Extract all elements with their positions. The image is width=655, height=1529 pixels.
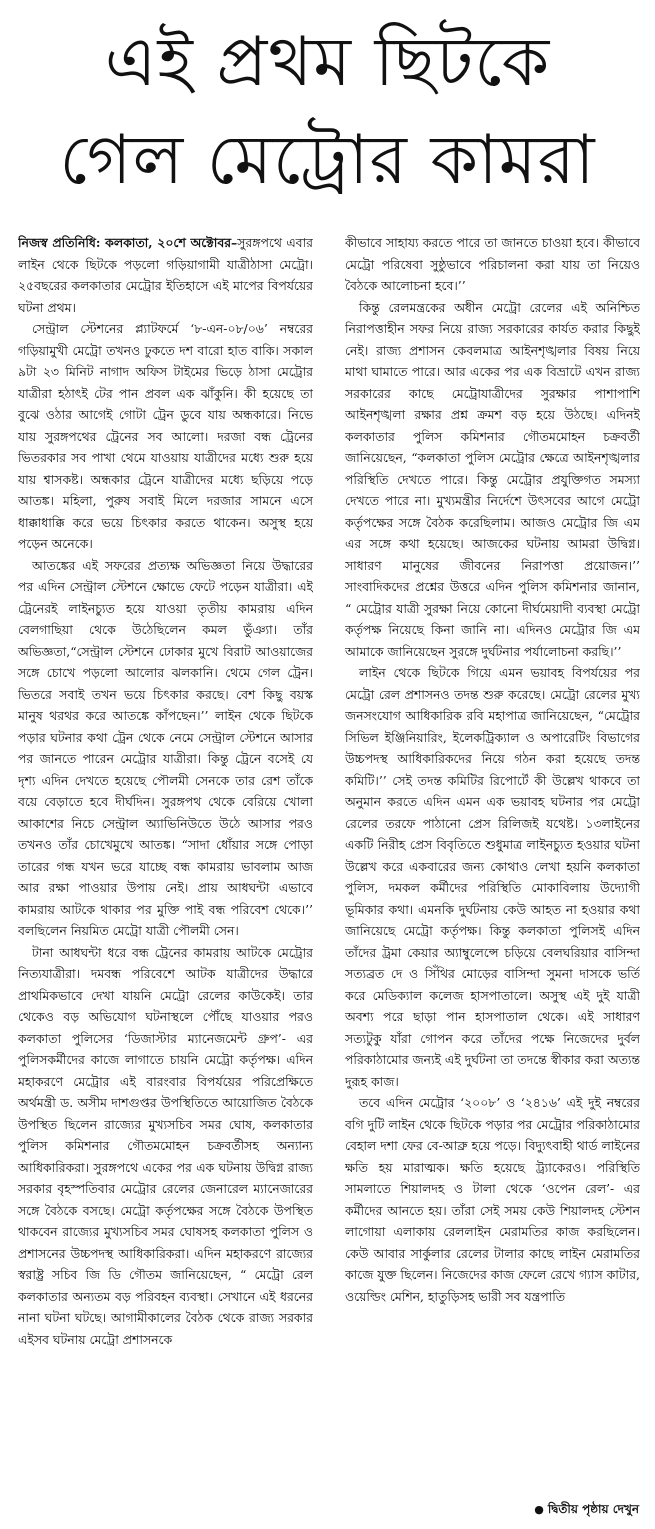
article-body [18,232,640,1522]
dateline: নিজস্ব প্রতিনিধি: কলকাতা, ২০শে অক্টোবর– [18,235,238,250]
article-paragraph: লাইন থেকে ছিটকে গিয়ে এমন ভয়াবহ বিপর্যয়ের পর মেট্রো রেল প্রশাসনও তদন্ত শুরু করেছে। মেট্রো রেলের মুখ্য জনসংযোগ আধিকারিক রবি মহাপাত্র জানিয়েছেন, “মেট্রোর সিভিল ইঞ্জিনিয়ারিং, ইলেকট্রিক্যাল ও অপারেটিং বিভাগের উচ্চপদস্থ আধিকারিকদের নিয়ে গঠন করা হয়েছে তদন্ত কমিটি।’’ সেই তদন্ত কমিটির রিপোর্টে কী উল্লেখ থাকবে তা অনুমান করতে এদিন এমন এক ভয়াবহ ঘটনার পর মেট্রো রেলের তরফে পাঠানো প্রেস রিলিজই যথেষ্ট। ১৩লাইনের একটি নিরীহ প্রেস বিবৃতিতে শুধুমাত্র লাইনচ্যুত হওয়ার ঘটনা উল্লেখ করে একবারের জন্য কোথাও লেখা হয়নি কলকাতা পুলিস, দমকল কর্মীদের পরিস্থিতি মোকাবিলায় উদ্যোগী ভূমিকার কথা। এমনকি দুর্ঘটনায় কেউ আহত না হওয়ার কথা জানিয়েছে মেট্রো কর্তৃপক্ষ। কিন্তু কলকাতা পুলিসই এদিন তাঁদের ট্রমা কেয়ার অ্যাম্বুলেন্সে চড়িয়ে বেলঘরিয়ার বাসিন্দা সত্যব্রত দে ও সিঁথির মোড়ের বাসিন্দা সুমনা দাসকে ভর্তি করে মেডিক্যাল কলেজ হাসপাতালে। অসুস্থ এই দুই যাত্রী অবশ্য পরে ছাড়া পান হাসপাতাল থেকে। এই সাধারণ সত্যটুকু যাঁরা গোপন করে তাঁদের পক্ষে নিজেদের দুর্বল পরিকাঠামোর জন্যই এই দুর্ঘটনা তা তদন্তে স্বীকার করা অত্যন্ত দুরূহ কাজ। [345,665,640,1089]
continued-jump-line [534,1501,639,1521]
headline-line-1: এই প্রথম ছিটকে [104,23,551,102]
bullet-icon: ● [534,1503,544,1516]
article-paragraph: কীভাবে সাহায্য করতে পারে তা জানতে চাওয়া হবে। কীভাবে মেট্রো পরিষেবা সুষ্ঠুভাবে পরিচালনা করা যায় তা নিয়েও বৈঠকে আলোচনা হবে।’’ [345,235,640,293]
paragraph-text: সুরঙ্গপথে এবার লাইন থেকে ছিটকে পড়লো গড়িয়াগামী যাত্রীঠাসা মেট্রো। ২৫বছরের কলকাতার মেট্রোর ইতিহাসে এই মাপের বিপর্যয়ের ঘটনা প্রথম। [18,235,313,315]
headline-line-2: গেল মেট্রোর কামরা [59,121,596,200]
article-paragraph: কিন্তু রেলমন্ত্রকের অধীন মেট্রো রেলের এই অনিশ্চিত নিরাপত্তাহীন সফর নিয়ে রাজ্য সরকারের কার্যত করার কিছুই নেই। রাজ্য প্রশাসন কেবলমাত্র আইনশৃঙ্খলার বিষয় নিয়ে মাথা ঘামাতে পারে। আর একের পর এক বিভ্রাটে এখন রাজ্য সরকারের কাছে মেট্রোযাত্রীদের সুরক্ষার পাশাপাশি আইনশৃঙ্খলা রক্ষার প্রশ্ন ক্রমশ বড় হয়ে উঠছে। এদিনই কলকাতার পুলিস কমিশনার গৌতমমোহন চক্রবর্তী জানিয়েছেন, “কলকাতা পুলিস মেট্রোর ক্ষেত্রে আইনশৃঙ্খলার পরিস্থিতি দেখতে পারে। কিন্তু মেট্রোর প্রযুক্তিগত সমস্যা দেখতে পারে না। মুখ্যমন্ত্রীর নির্দেশে উৎসবের আগে মেট্রো কর্তৃপক্ষের সঙ্গে বৈঠক করেছিলাম। আজও মেট্রোর জি এম এর সঙ্গে কথা হয়েছে। আজকের ঘটনায় আমরা উদ্বিগ্ন। সাধারণ মানুষের জীবনের নিরাপত্তা প্রয়োজন।’’ সাংবাদিকদের প্রশ্নের উত্তরে এদিন পুলিস কমিশনার জানান, “ মেট্রোর যাত্রী সুরক্ষা নিয়ে কোনো দীর্ঘমেয়াদী ব্যবস্থা মেট্রো কর্তৃপক্ষ নিয়েছে কিনা জানি না। এদিনও মেট্রোর জি এম আমাকে জানিয়েছেন সুরঙ্গে দুর্ঘটনার পর্যালোচনা করছি।’’ [345,299,640,659]
article-paragraph: টানা আধঘন্টা ধরে বন্ধ ট্রেনের কামরায় আটকে মেট্রোর নিত্যযাত্রীরা। দমবন্ধ পরিবেশে আটক যাত্রীদের উদ্ধারে প্রাথমিকভাবে দেখা যায়নি মেট্রো রেলের কাউকেই। তার থেকেও বড় অভিযোগ ঘটনাস্থলে পৌঁছে যাওয়ার পরও কলকাতা পুলিসের ‘ডিজাস্টার ম্যানেজমেন্ট গ্রুপ’- এর পুলিসকর্মীদের কাজে লাগাতে চায়নি মেট্রো কর্তৃপক্ষ। এদিন মহাকরণে মেট্রোর এই বারংবার বিপর্যয়ের পরিপ্রেক্ষিতে অর্থমন্ত্রী ড. অসীম দাশগুপ্তর উপস্থিতিতে আয়োজিত বৈঠকে উপস্থিত ছিলেন রাজ্যের মুখ্যসচিব সমর ঘোষ, কলকাতার পুলিস কমিশনার গৌতমমোহন চক্রবর্তীসহ অন্যান্য আধিকারিকরা। সুরঙ্গপথে একের পর এক ঘটনায় উদ্বিগ্ন রাজ্য সরকার বৃহস্পতিবার মেট্রোর রেলের জেনারেল ম্যানেজারের সঙ্গে বৈঠকে বসছে। মেট্রো কর্তৃপক্ষের সঙ্গে বৈঠকে উপস্থিত থাকবেন রাজ্যের মুখ্যসচিব সমর ঘোষসহ কলকাতা পুলিস ও প্রশাসনের উচ্চপদস্থ আধিকারিকরা। এদিন মহাকরণে রাজ্যের স্বরাষ্ট্র সচিব জি ডি গৌতম জানিয়েছেন, “ মেট্রো রেল কলকাতার অন্যতম বড় পরিবহন ব্যবস্থা। সেখানে এই ধরনের নানা ঘটনা ঘটছে। আগামীকালের বৈঠক থেকে রাজ্য সরকার এইসব ঘটনায় মেট্রো প্রশাসনকে [18,944,313,1347]
article-paragraph: সেন্ট্রাল স্টেশনের প্ল্যাটফর্মে ‘৮-এন-০৮/০৬’ নম্বরের গড়িয়ামুখী মেট্রো তখনও ঢুকতে দশ বারো হাত বাকি। সকাল ৯টা ২৩ মিনিট নাগাদ অফিস টাইমের ভিড়ে ঠাসা মেট্রোর যাত্রীরা হঠাৎই টের পান প্রবল এক ঝাঁকুনি। কী হয়েছে তা বুঝে ওঠার আগেই গোটা ট্রেন ডুবে যায় অন্ধকারে। নিভে যায় সুরঙ্গপথের ট্রেনের সব আলো। দরজা বন্ধ ট্রেনের ভিতরকার সব পাখা থেমে যাওয়ায় যাত্রীদের মধ্যে শুরু হয়ে যায় শ্বাসকষ্ট। অন্ধকার ট্রেনে যাত্রীদের মধ্যে ছড়িয়ে পড়ে আতঙ্ক। মহিলা, পুরুষ সবাই মিলে দরজার সামনে এসে ধাক্কাধাক্কি করে ভয়ে চিৎকার করতে থাকেন। অসুস্থ হয়ে পড়েন অনেকে। [18,321,313,551]
article-column-right [345,232,640,1522]
article-column-left [18,232,313,1522]
headline [10,14,645,210]
continued-text: দ্বিতীয় পৃষ্ঠায় দেখুন [547,1502,639,1516]
article-paragraph: তবে এদিন মেট্রোর ‘২০০৮’ ও ‘২৪১৬’ এই দুই নম্বরের বগি দুটি লাইন থেকে ছিটকে পড়ার পর মেট্রোর পরিকাঠামোর বেহাল দশা ফের বে-আব্রু হয়ে পড়ে। বিদ্যুৎবাহী থার্ড লাইনের ক্ষতি হয় মারাত্মক। ক্ষতি হয়েছে ট্র্যাকেরও। পরিস্থিতি সামলাতে শিয়ালদহ ও টালা থেকে ‘ওপেন রেল’- এর কর্মীদের আনতে হয়। তাঁরা সেই সময় কেউ শিয়ালদহ স্টেশন লাগোয়া এলাকায় রেললাইন মেরামতির কাজ করছিলেন। কেউ আবার সার্কুলার রেলের টালার কাছে লাইন মেরামতির কাজে যুক্ত ছিলেন। নিজেদের কাজ ফেলে রেখে গ্যাস কাটার, ওয়েল্ডিং মেশিন, হাতুড়িসহ ভারী সব যন্ত্রপাতি [345,1095,640,1304]
article-paragraph [18,232,313,318]
article-paragraph: আতঙ্কের এই সফরের প্রত্যক্ষ অভিজ্ঞতা নিয়ে উদ্ধারের পর এদিন সেন্ট্রাল স্টেশনে ক্ষোভে ফেটে পড়েন যাত্রীরা। এই ট্রেনেরই লাইনচ্যুত হয়ে যাওয়া তৃতীয় কামরায় এদিন বেলগাছিয়া থেকে উঠেছিলেন কমল ভুঁঞ্যা। তাঁর অভিজ্ঞতা,“সেন্ট্রাল স্টেশনে ঢোকার মুখে বিরাট আওয়াজের সঙ্গে চোখে পড়লো আলোর ঝলকানি। থেমে গেল ট্রেন। ভিতরে সবাই তখন ভয়ে চিৎকার করছে। বেশ কিছু বয়স্ক মানুষ থরথর করে আতঙ্কে কাঁপছেন।’’ লাইন থেকে ছিটকে পড়ার ঘটনার কথা ট্রেন থেকে নেমে সেন্ট্রাল স্টেশনে আসার পর জানতে পারেন মেট্রোর যাত্রীরা। কিন্তু ট্রেনে বসেই যে দৃশ্য এদিন দেখতে হয়েছে পৌলমী সেনকে তার রেশ তাঁকে বয়ে বেড়াতে হবে দীর্ঘদিন। সুরঙ্গপথ থেকে বেরিয়ে খোলা আকাশের নিচে সেন্ট্রাল অ্যাভিনিউতে উঠে আসার পরও তখনও তাঁর চোখেমুখে আতঙ্ক। “সাদা ধোঁয়ার সঙ্গে পোড়া তারের গন্ধ যখন ভরে যাচ্ছে বন্ধ কামরায় ভাবলাম আজ আর রক্ষা পাওয়ার উপায় নেই। প্রায় আধঘন্টা এভাবে কামরায় আটকে থাকার পর মুক্তি পাই বন্ধ পরিবেশ থেকে।’’ বলছিলেন নিয়মিত মেট্রো যাত্রী পৌলমী সেন। [18,557,313,938]
